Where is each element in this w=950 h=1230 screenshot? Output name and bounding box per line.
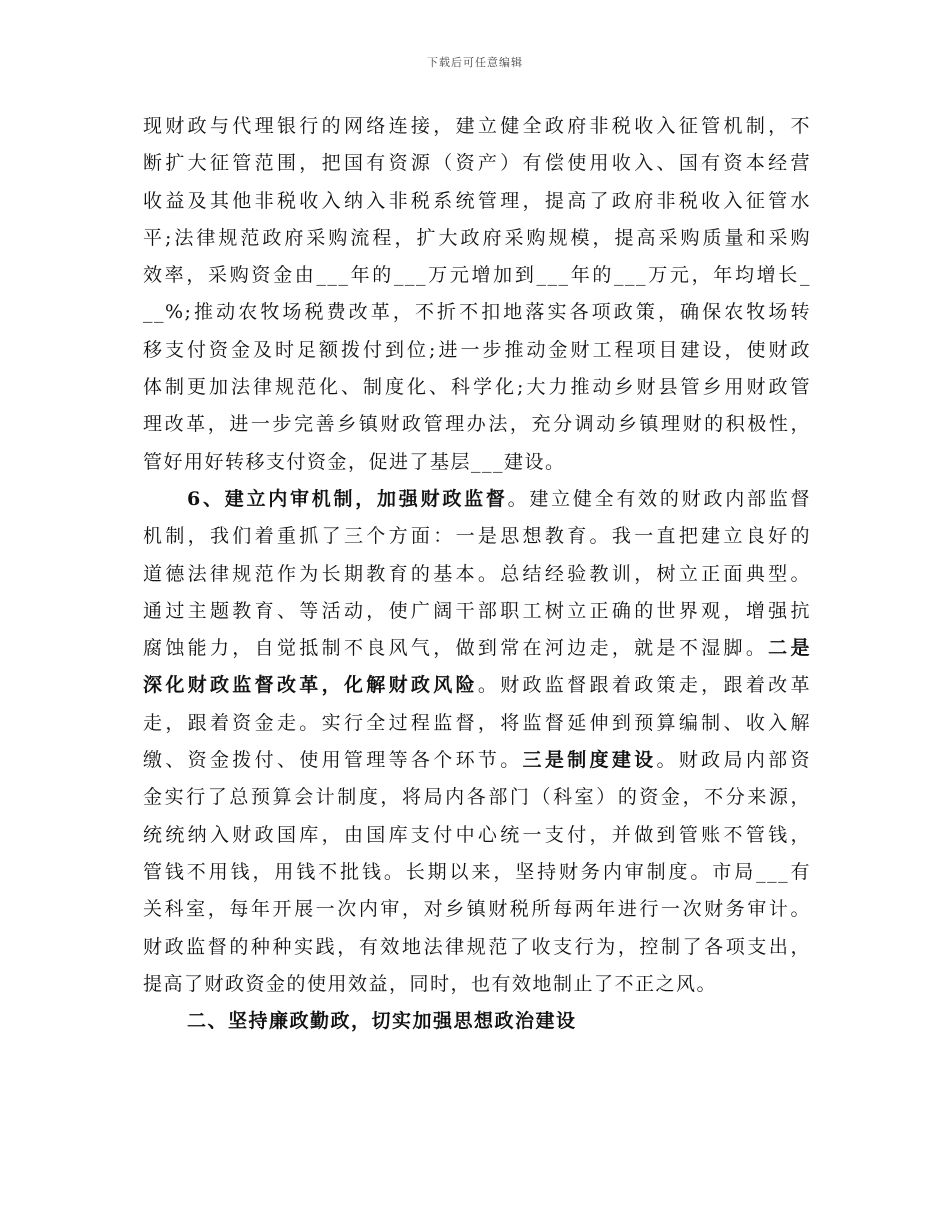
bold-phrase: 深化财政监督改革，化解财政风险	[143, 674, 478, 697]
text-line	[143, 145, 811, 182]
text-segment: 体制更加法律规范化、制度化、科学化;大力推动乡财县管乡用财政管	[143, 376, 811, 399]
text-line	[143, 667, 811, 704]
section-2-heading-line	[143, 1003, 811, 1040]
text-line	[143, 929, 811, 966]
text-segment: __%;推动农牧场税费改革，不折不扣地落实各项政策，确保农牧场转	[143, 301, 811, 324]
text-line	[143, 593, 811, 630]
text-line	[143, 257, 811, 294]
text-segment: 通过主题教育、等活动，使广阔干部职工树立正确的世界观，增强抗	[143, 599, 811, 622]
bold-phrase: 三是制度建设	[522, 749, 657, 772]
section-6-heading: 6、建立内审机制，加强财政监督	[187, 487, 508, 510]
section-6-heading-line	[143, 481, 811, 518]
text-segment: 财政监督的种种实践，有效地法律规范了收支行为，控制了各项支出，	[143, 935, 811, 958]
text-line	[143, 406, 811, 443]
body-text	[143, 108, 811, 1040]
text-line	[143, 183, 811, 220]
text-line	[143, 556, 811, 593]
text-line	[143, 108, 811, 145]
text-segment: 机制，我们着重抓了三个方面：一是思想教育。我一直把建立良好的	[143, 525, 811, 548]
text-line	[143, 220, 811, 257]
text-segment: 统统纳入财政国库，由国库支付中心统一支付，并做到管账不管钱，	[143, 823, 811, 846]
text-segment: 提高了财政资金的使用效益，同时，也有效地制止了不正之风。	[143, 972, 718, 995]
text-segment: 移支付资金及时足额拨付到位;进一步推动金财工程项目建设，使财政	[143, 338, 811, 361]
text-line	[143, 742, 811, 779]
text-segment: 现财政与代理银行的网络连接，建立健全政府非税收入征管机制，不	[143, 115, 811, 137]
text-line	[143, 369, 811, 406]
text-segment: 。财政监督跟着政策走，跟着改革	[477, 674, 811, 697]
text-segment: 平;法律规范政府采购流程，扩大政府采购规模，提高采购质量和采购	[143, 226, 811, 249]
page-header: 下载后可任意编辑	[427, 56, 523, 69]
text-line	[143, 966, 811, 1003]
text-segment: 收益及其他非税收入纳入非税系统管理，提高了政府非税收入征管水	[143, 189, 811, 212]
section-2-heading: 二、坚持廉政勤政，切实加强思想政治建设	[187, 1010, 577, 1033]
text-line	[143, 518, 811, 555]
text-line	[143, 630, 811, 667]
text-segment: 金实行了总预算会计制度，将局内各部门（科室）的资金，不分来源，	[143, 786, 811, 809]
text-segment: 关科室，每年开展一次内审，对乡镇财税所每两年进行一次财务审计。	[143, 898, 811, 921]
text-line	[143, 444, 811, 481]
text-line	[143, 294, 811, 331]
text-segment: 管钱不用钱，用钱不批钱。长期以来，坚持财务内审制度。市局___有	[143, 860, 811, 883]
text-segment: 缴、资金拨付、使用管理等各个环节。	[143, 749, 523, 772]
text-segment: 断扩大征管范围，把国有资源（资产）有偿使用收入、国有资本经营	[143, 152, 811, 175]
text-line	[143, 705, 811, 742]
text-line	[143, 817, 811, 854]
text-segment: 理改革，进一步完善乡镇财政管理办法，充分调动乡镇理财的积极性，	[143, 413, 811, 436]
text-segment: 。建立健全有效的财政内部监督	[507, 487, 811, 510]
text-line	[143, 332, 811, 369]
text-segment: 道德法律规范作为长期教育的基本。总结经验教训，树立正面典型。	[143, 562, 811, 585]
bold-phrase: 二是	[768, 637, 811, 660]
text-line	[143, 891, 811, 928]
text-line	[143, 854, 811, 891]
text-segment: 效率，采购资金由___年的___万元增加到___年的___万元，年均增长_	[143, 264, 811, 287]
text-segment: 管好用好转移支付资金，促进了基层___建设。	[143, 450, 566, 473]
text-segment: 腐蚀能力，自觉抵制不良风气，做到常在河边走，就是不湿脚。	[143, 637, 769, 660]
text-line	[143, 779, 811, 816]
text-segment: 。财政局内部资	[656, 749, 811, 772]
text-segment: 走，跟着资金走。实行全过程监督，将监督延伸到预算编制、收入解	[143, 711, 811, 734]
